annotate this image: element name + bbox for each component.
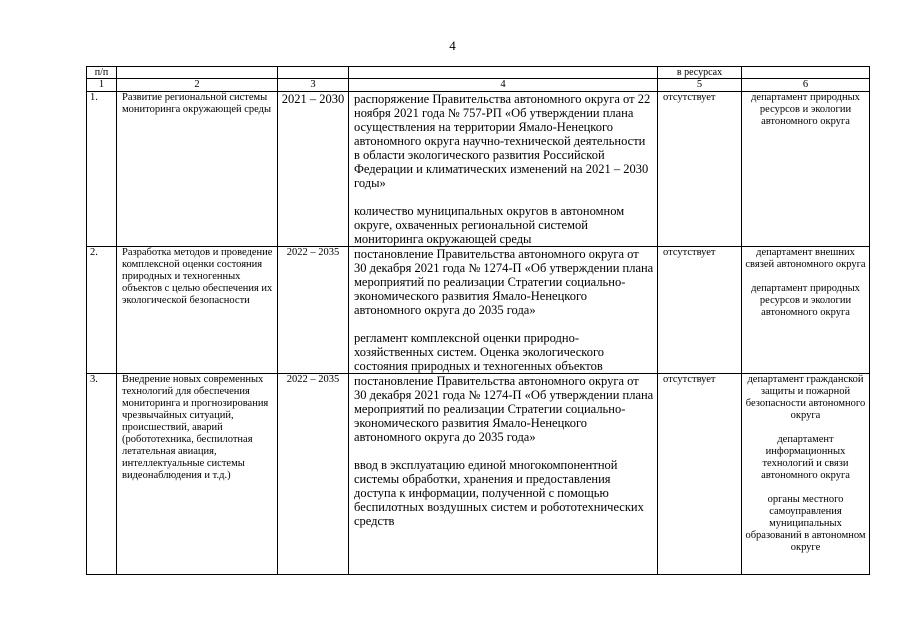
column-numbers-row [87,79,870,92]
row-number: 1. [87,92,117,247]
header-cell-num: п/п [87,67,117,79]
executor: департамент природных ресурсов и экологии автономного округа [751,92,860,127]
table-row [87,247,870,374]
document-text: распоряжение Правительства автономного округа от 22 ноября 2021 года № 757-РП «Об утверждении плана осуществления на территории Ямало-Ненецкого автономного округа научно-технической деятельности в области экологического развития Российской Федерации и климатических изменений на 2021 – 2030 годы» [354,92,651,190]
header-cell-resources: в ресурсах [658,67,742,79]
indicator-text: регламент комплексной оценки природно-хозяйственных систем. Оценка экологического состояния природных и техногенных объектов [354,331,605,373]
column-number: 4 [349,79,658,92]
document-cell [349,247,658,374]
period: 2022 – 2035 [278,374,349,575]
measure-name: Внедрение новых современных технологий для обеспечения мониторинга и прогнозирования чрезвычайных ситуаций, происшествий, аварий (робототехника, беспилотная летательная авиация, интеллектуальные системы видеонаблюдения и т.д.) [117,374,278,575]
executor: департамент природных ресурсов и экологии автономного округа [751,283,860,318]
executor: департамент информационных технологий и связи автономного округа [761,434,850,481]
column-number: 6 [742,79,870,92]
resources: отсутствует [658,247,742,374]
header-row [87,67,870,79]
row-number: 2. [87,247,117,374]
header-cell-empty [117,67,278,79]
header-cell-empty [349,67,658,79]
executors-cell [742,247,870,374]
header-cell-empty [742,67,870,79]
measure-name: Разработка методов и проведение комплексной оценки состояния природных и техногенных объектов с целью обеспечения их экологической безопасности [117,247,278,374]
document-cell [349,92,658,247]
period: 2022 – 2035 [278,247,349,374]
header-cell-empty [278,67,349,79]
measures-table [86,66,870,575]
document-text: постановление Правительства автономного округа от 30 декабря 2021 года № 1274-П «Об утверждении плана мероприятий по реализации Стратегии социально-экономического развития Ямало-Ненецкого автономного округа до 2035 года» [354,374,654,444]
column-number: 3 [278,79,349,92]
indicator-text: ввод в эксплуатацию единой многокомпонентной системы обработки, хранения и предоставления доступа к информации, полученной с помощью беспилотных воздушных систем и робототехнических средств [354,458,644,528]
executor: департамент внешних связей автономного округа [745,247,866,270]
table-row [87,374,870,575]
resources: отсутствует [658,374,742,575]
page-number: 4 [449,38,456,53]
resources: отсутствует [658,92,742,247]
measure-name: Развитие региональной системы мониторинга окружающей среды [117,92,278,247]
column-number: 2 [117,79,278,92]
column-number: 1 [87,79,117,92]
row-number: 3. [87,374,117,575]
document-cell [349,374,658,575]
table-row [87,92,870,247]
executors-cell [742,374,870,575]
indicator-text: количество муниципальных округов в автономном округе, охваченных региональной системой мониторинга окружающей среды [354,204,625,246]
executors-cell [742,92,870,247]
executor: органы местного самоуправления муниципальных образований в автономном округе [745,494,866,553]
column-number: 5 [658,79,742,92]
period: 2021 – 2030 [278,92,349,247]
executor: департамент гражданской защиты и пожарной безопасности автономного округа [745,374,866,421]
document-text: постановление Правительства автономного округа от 30 декабря 2021 года № 1274-П «Об утверждении плана мероприятий по реализации Стратегии социально-экономического развития Ямало-Ненецкого автономного округа до 2035 года» [354,247,654,317]
